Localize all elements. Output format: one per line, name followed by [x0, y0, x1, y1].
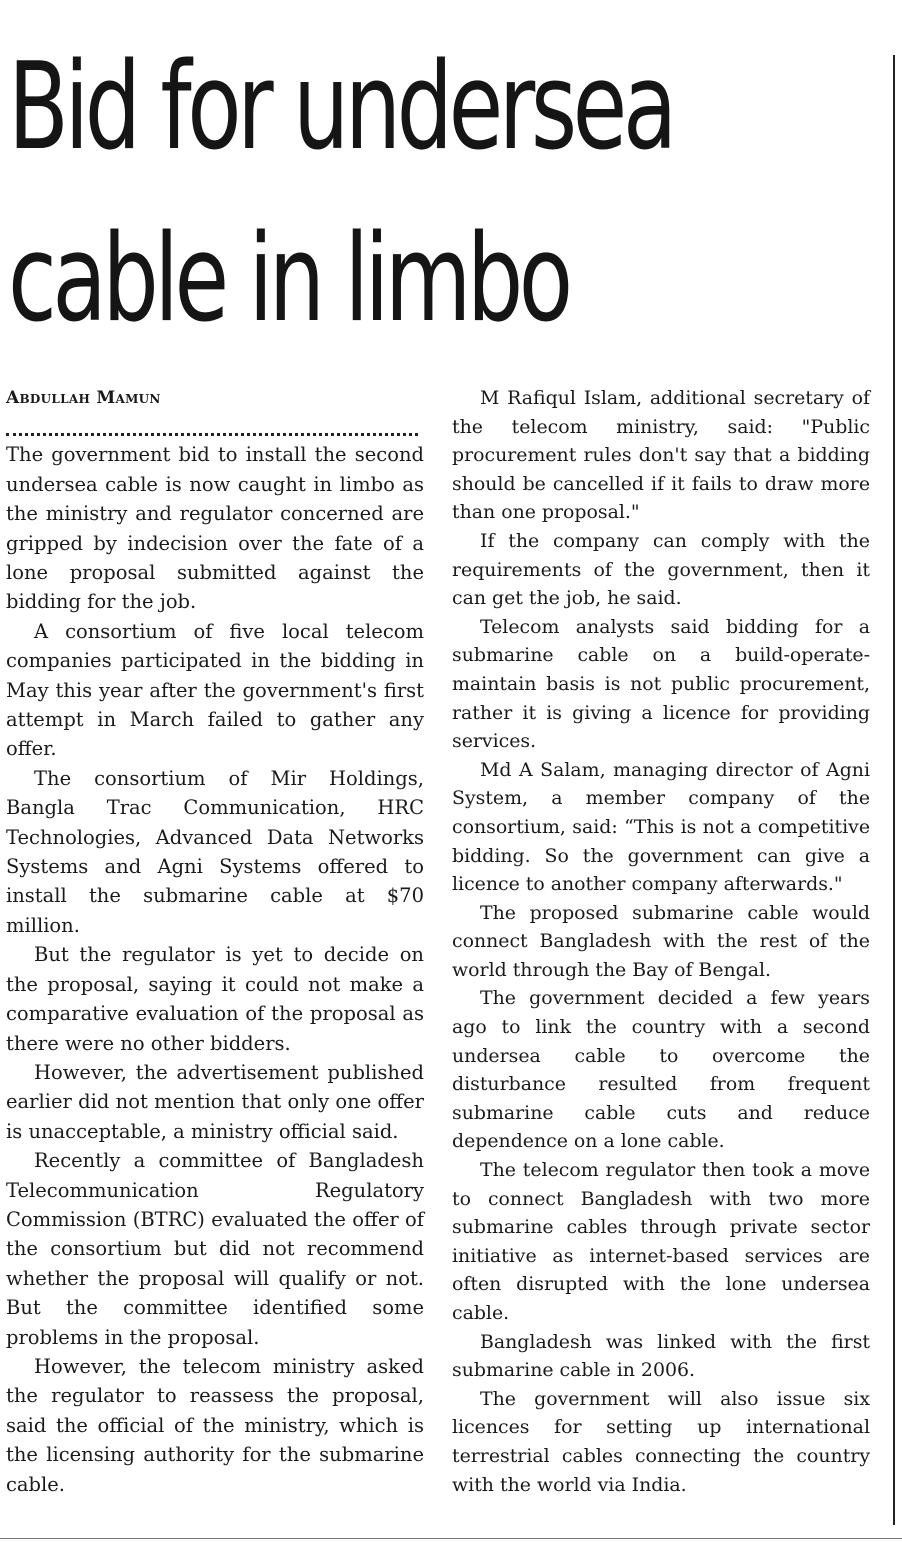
- paragraph: M Rafiqul Islam, additional secretary of the telecom ministry, said: "Public procurement rules don't say that a bidding should be cancelled if it fails to draw more than one proposal.": [452, 387, 870, 524]
- right-column: [452, 384, 870, 1499]
- paragraph: If the company can comply with the requirements of the government, then it can get the job, he said.: [452, 529, 870, 610]
- paragraph: However, the telecom ministry asked the regulator to reassess the proposal, said the official of the ministry, which is the licensing authority for the submarine cable.: [6, 1354, 424, 1496]
- paragraph: Md A Salam, managing director of Agni System, a member company of the consortium, said: “This is not a competitive bidding. So the government can give a licence to another company afterwards.": [452, 758, 870, 896]
- bottom-rule: [0, 1538, 902, 1539]
- headline-line-2: cable in limbo: [8, 210, 569, 349]
- paragraph: But the regulator is yet to decide on the proposal, saying it could not make a comparative evaluation of the proposal as there were no other bidders.: [6, 943, 424, 1055]
- paragraph: The government will also issue six licences for setting up international terrestrial cables connecting the country with the world via India.: [452, 1387, 870, 1496]
- paragraph: Telecom analysts said bidding for a submarine cable on a build-operate-maintain basis is not public procurement, rather it is giving a licence for providing services.: [452, 615, 870, 753]
- paragraph: Recently a committee of Bangladesh Telecommunication Regulatory Commission (BTRC) evaluated the offer of the consortium but did not recommend whether the proposal will qualify or not. But the committee identified some problems in the proposal.: [6, 1149, 424, 1349]
- paragraph: The government bid to install the second undersea cable is now caught in limbo as the ministry and regulator concerned are gripped by indecision over the fate of a lone proposal submitted against the bidding for the job.: [6, 443, 424, 614]
- paragraph: The telecom regulator then took a move to connect Bangladesh with two more submarine cables through private sector initiative as internet-based services are often disrupted with the lone undersea cable.: [452, 1159, 870, 1324]
- headline: [8, 22, 673, 366]
- paragraph: Bangladesh was linked with the first submarine cable in 2006.: [452, 1330, 870, 1382]
- byline-divider: [6, 413, 418, 436]
- paragraph: A consortium of five local telecom companies participated in the bidding in May this year after the government's first attempt in March failed to gather any offer.: [6, 619, 424, 761]
- paragraph: The proposed submarine cable would connect Bangladesh with the rest of the world through the Bay of Bengal.: [452, 901, 870, 981]
- column-rule: [893, 55, 895, 1525]
- paragraph: The consortium of Mir Holdings, Bangla Trac Communication, HRC Technologies, Advanced Data Networks Systems and Agni Systems offered to install the submarine cable at $70 million.: [6, 766, 424, 937]
- byline: Abdullah Mamun: [6, 388, 161, 408]
- left-column: [6, 384, 424, 1499]
- paragraph: The government decided a few years ago to link the country with a second undersea cable to overcome the disturbance resulted from frequent submarine cable cuts and reduce dependence on a lone cable.: [452, 987, 870, 1153]
- headline-line-1: Bid for undersea: [8, 38, 673, 177]
- paragraph: However, the advertisement published earlier did not mention that only one offer is unacceptable, a ministry official said.: [6, 1060, 424, 1143]
